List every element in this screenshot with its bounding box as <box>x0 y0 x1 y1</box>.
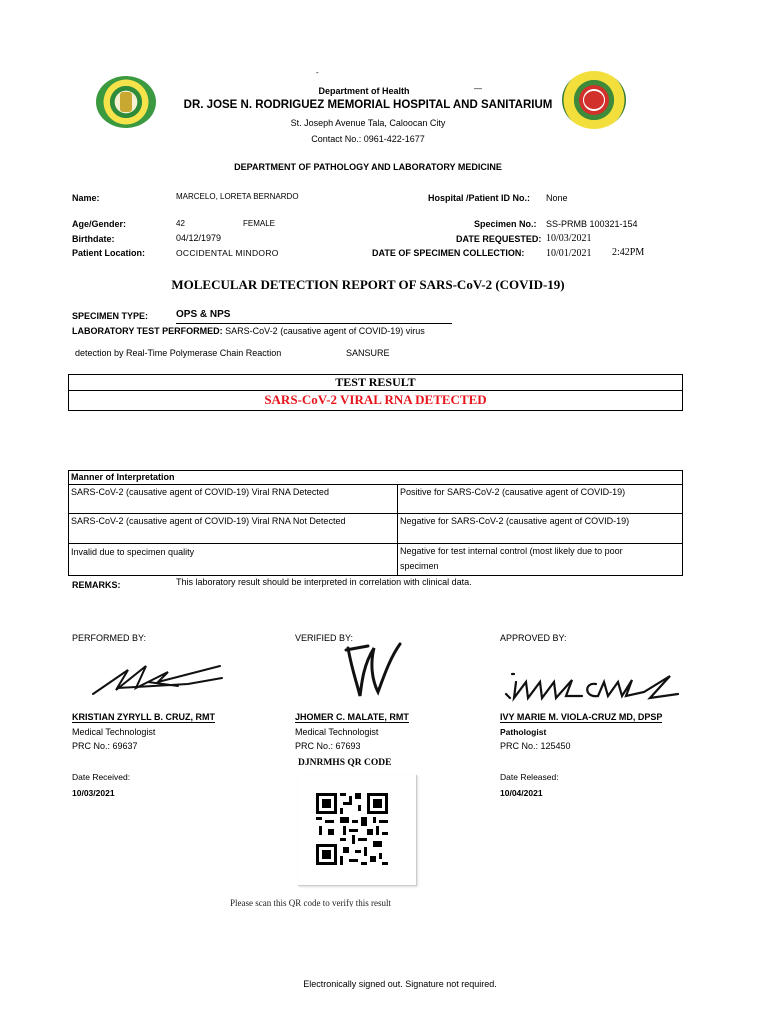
test-result-divider <box>68 390 683 391</box>
report-title: MOLECULAR DETECTION REPORT OF SARS-CoV-2 (COVID-19) <box>171 277 565 292</box>
lab-test-line <box>72 326 425 336</box>
lab-test-line2: detection by Real-Time Polymerase Chain Reaction <box>75 348 282 358</box>
specimen-type-label: SPECIMEN TYPE: <box>72 311 149 321</box>
performed-prc: PRC No.: 69637 <box>72 741 138 751</box>
location-value: OCCIDENTAL MINDORO <box>176 248 279 258</box>
hospital-contact: Contact No.: 0961-422-1677 <box>311 134 425 144</box>
verified-prc: PRC No.: 67693 <box>295 741 361 751</box>
date-collection-label: DATE OF SPECIMEN COLLECTION: <box>372 248 525 258</box>
qr-frame <box>298 775 417 886</box>
verified-title: Medical Technologist <box>295 727 379 737</box>
time-collection-value: 2:42PM <box>612 247 645 258</box>
test-result-value: SARS-CoV-2 VIRAL RNA DETECTED <box>264 392 487 407</box>
hospital-id-value: None <box>546 193 568 203</box>
interp-line-3 <box>68 543 683 544</box>
interp-line-2 <box>68 513 683 514</box>
gender-value: FEMALE <box>243 219 276 228</box>
name-value: MARCELO, LORETA BERNARDO <box>176 192 299 201</box>
hospital-address: St. Joseph Avenue Tala, Caloocan City <box>290 118 446 128</box>
specimen-type-value: OPS & NPS <box>176 309 231 320</box>
verified-name: JHOMER C. MALATE, RMT <box>295 712 409 722</box>
interp-line-1 <box>68 484 683 485</box>
specimen-no-value: SS-PRMB 100321-154 <box>546 219 638 229</box>
interp-row2-left: SARS-CoV-2 (causative agent of COVID-19) Viral RNA Not Detected <box>71 516 346 526</box>
test-result-header: TEST RESULT <box>335 375 416 389</box>
approved-prc: PRC No.: 125450 <box>500 741 571 751</box>
location-label: Patient Location: <box>72 248 146 258</box>
header-dashes: - <box>316 68 319 77</box>
interp-row3-left: Invalid due to specimen quality <box>71 547 195 557</box>
qr-caption: Please scan this QR code to verify this result <box>230 898 391 907</box>
qr-label: DJNRMHS QR CODE <box>298 758 392 768</box>
hospital-id-label: Hospital /Patient ID No.: <box>428 193 531 203</box>
qr-code <box>316 793 388 865</box>
lab-test-value: SARS-CoV-2 (causative agent of COVID-19) virus <box>222 326 425 336</box>
kit-name: SANSURE <box>346 348 390 358</box>
remarks-label: REMARKS: <box>72 580 121 590</box>
interp-row3-right: Negative for test internal control (most likely due to poor <box>400 546 623 556</box>
department-title: DEPARTMENT OF PATHOLOGY AND LABORATORY MEDICINE <box>234 162 502 172</box>
hospital-name: DR. JOSE N. RODRIGUEZ MEMORIAL HOSPITAL AND SANITARIUM <box>183 99 553 111</box>
interpretation-title: Manner of Interpretation <box>71 472 175 482</box>
interp-row1-right: Positive for SARS-CoV-2 (causative agent of COVID-19) <box>400 487 626 497</box>
specimen-no-label: Specimen No.: <box>474 219 537 229</box>
approved-by-label: APPROVED BY: <box>500 633 567 643</box>
department-of-health: Department of Health <box>318 86 410 96</box>
age-gender-label: Age/Gender: <box>72 219 127 229</box>
interp-divider <box>397 484 398 576</box>
approved-title: Pathologist <box>500 727 547 737</box>
age-value: 42 <box>176 219 185 228</box>
footer-note: Electronically signed out. Signature not required. <box>303 979 497 989</box>
approved-signature <box>500 668 686 708</box>
date-requested-label: DATE REQUESTED: <box>456 234 542 244</box>
interp-row3-right-line2: specimen <box>400 561 439 571</box>
approved-name: IVY MARIE M. VIOLA-CRUZ MD, DPSP <box>500 712 663 722</box>
interp-row2-right: Negative for SARS-CoV-2 (causative agent of COVID-19) <box>400 516 630 526</box>
interp-row1-left: SARS-CoV-2 (causative agent of COVID-19) Viral RNA Detected <box>71 487 329 497</box>
date-requested-value: 10/03/2021 <box>546 233 592 244</box>
header-dash-right: — <box>474 84 482 93</box>
date-released-label: Date Released: <box>500 772 559 782</box>
date-received-label: Date Received: <box>72 772 131 782</box>
performed-name: KRISTIAN ZYRYLL B. CRUZ, RMT <box>72 712 215 722</box>
date-received-value: 10/03/2021 <box>72 788 115 798</box>
birthdate-value: 04/12/1979 <box>176 233 222 243</box>
verified-signature <box>338 640 408 702</box>
performed-by-label: PERFORMED BY: <box>72 633 147 643</box>
date-collection-value: 10/01/2021 <box>546 248 592 259</box>
verified-by-label: VERIFIED BY: <box>295 633 354 643</box>
birthdate-label: Birthdate: <box>72 234 115 244</box>
lab-test-label: LABORATORY TEST PERFORMED: <box>72 326 223 336</box>
hospital-seal-logo <box>96 76 156 128</box>
performed-title: Medical Technologist <box>72 727 156 737</box>
specimen-underline <box>176 323 452 324</box>
performed-signature <box>88 660 228 700</box>
name-label: Name: <box>72 193 100 203</box>
date-released-value: 10/04/2021 <box>500 788 543 798</box>
remarks-text: This laboratory result should be interpreted in correlation with clinical data. <box>176 577 472 587</box>
